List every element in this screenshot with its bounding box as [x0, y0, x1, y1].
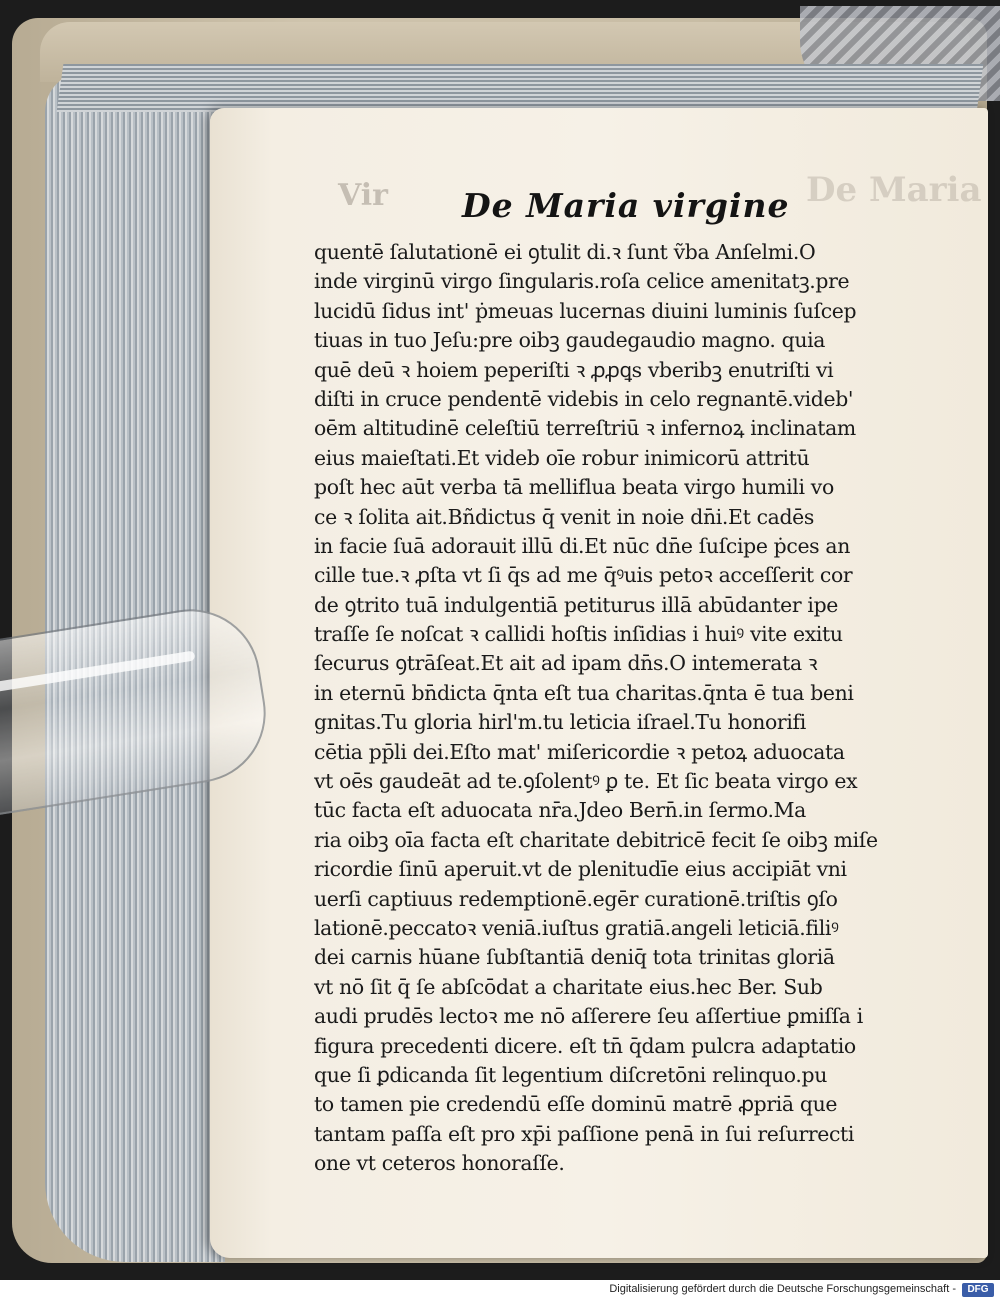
text-line: ce ꝛ ſolita ait.Bñdictus q̄ venit in noie dn̄i.Et cadēs: [314, 504, 814, 529]
text-line: vt oēs gaudeāt ad te.ꝯſolentꝰ ꝑ te. Et ſic beata virgo ex: [314, 769, 858, 794]
text-line: quentē ſalutationē ei ꝯtulit di.ꝛ ſunt ṽba Anſelmi.O: [314, 240, 816, 264]
glass-shine: [0, 650, 195, 694]
text-line: lucidū ſidus int' ṗmeuas lucernas diuini luminis ſuſcep: [314, 298, 857, 323]
text-line: uerſi captiuus redemptionē.egēr curationē.triſtis ꝯſo: [314, 886, 838, 911]
show-through-text-right: De Maria: [806, 170, 982, 210]
text-line: to tamen pie credendū eſſe dominū matrē ꝓpriā que: [314, 1092, 838, 1117]
text-line: ſecurus ꝯtrāſeat.Et ait ad ipam dn̄s.O intemerata ꝛ: [314, 651, 818, 676]
page-heading: De Maria virgine: [462, 186, 790, 225]
text-line: figura precedenti dicere. eſt tn̄ q̄dam pulcra adaptatio: [314, 1033, 856, 1058]
text-line: quē deū ꝛ hoiem peperiſti ꝛ ꝓꝓꝗs vberibꝫ enutriſti vi: [314, 357, 834, 382]
text-line: poſt hec aūt verba tā melliflua beata virgo humili vo: [314, 475, 834, 500]
page-edges-top: [57, 64, 984, 112]
text-line: traſſe ſe noſcat ꝛ callidi hoſtis inſidias i huiꝰ vite exitu: [314, 622, 843, 647]
show-through-text-left: Vir: [338, 178, 388, 213]
text-line: que ſi ꝑdicanda ſit legentium diſcretōni relinquo.pu: [314, 1062, 827, 1087]
text-line: tiuas in tuo Jeſu:pre oibꝫ gaudegaudio magno. quia: [314, 328, 826, 353]
text-line: oēm altitudinē celeſtiū terreſtriū ꝛ infernoꝝ inclinatam: [314, 416, 856, 441]
text-line: in facie ſuā adorauit illū di.Et nūc dn̄e ſuſcipe ṗces an: [314, 533, 851, 558]
text-line: gnitas.Tu gloria hirl'm.tu leticia iſrael.Tu honorifi: [314, 710, 806, 735]
text-line: tantam paſſa eſt pro xp̄i paſſione penā in ſui reſurrecti: [314, 1121, 855, 1146]
text-line: dei carnis hūane ſubſtantiā deniq̄ tota trinitas gloriā: [314, 945, 835, 970]
text-line: inde virginū virgo ſingularis.roſa celice amenitatꝫ.pre: [314, 269, 850, 294]
text-line: eius maieſtati.Et videb oīe robur inimicorū attritū: [314, 445, 810, 470]
text-line: audi prudēs lectoꝛ me nō aſſerere ſeu aſſertiue ꝑmiſſa i: [314, 1004, 863, 1029]
text-line: in eternū bn̄dicta q̄nta eſt tua charitas.q̄nta ē tua beni: [314, 680, 854, 705]
text-line: ricordie ſinū aperuit.vt de plenitudīe eius accipiāt vni: [314, 857, 847, 882]
text-line: cille tue.ꝛ ꝓſta vt ſi q̄s ad me q̄ꝰuis petoꝛ acceſſerit cor: [314, 563, 853, 588]
text-line: vt nō ſit q̄ ſe abſcōdat a charitate eius.hec Ber. Sub: [314, 974, 823, 999]
text-line: diſti in cruce pendentē videbis in celo regnantē.videb': [314, 386, 854, 411]
text-line: ria oibꝫ oīa facta eſt charitate debitricē fecit ſe oibꝫ miſe: [314, 827, 878, 852]
text-line: de ꝯtrito tuā indulgentiā petiturus illā abūdanter ipe: [314, 592, 839, 617]
text-line: cētia pp̄li dei.Eſto mat' miſericordie ꝛ petoꝝ aduocata: [314, 739, 845, 764]
text-line: lationē.peccatoꝛ veniā.iuſtus gratiā.angeli leticiā.filiꝰ: [314, 915, 839, 940]
text-line: one vt ceteros honoraſſe.: [314, 1151, 565, 1176]
funding-credit: Digitalisierung gefördert durch die Deutsche Forschungsgemeinschaft -: [609, 1283, 956, 1295]
text-line: tūc facta eſt aduocata nr̄a.Jdeo Bern̄.in ſermo.Ma: [314, 798, 806, 823]
footer-bar: [0, 1280, 1000, 1301]
page-text: [314, 238, 914, 1179]
dfg-logo: DFG: [962, 1283, 994, 1297]
